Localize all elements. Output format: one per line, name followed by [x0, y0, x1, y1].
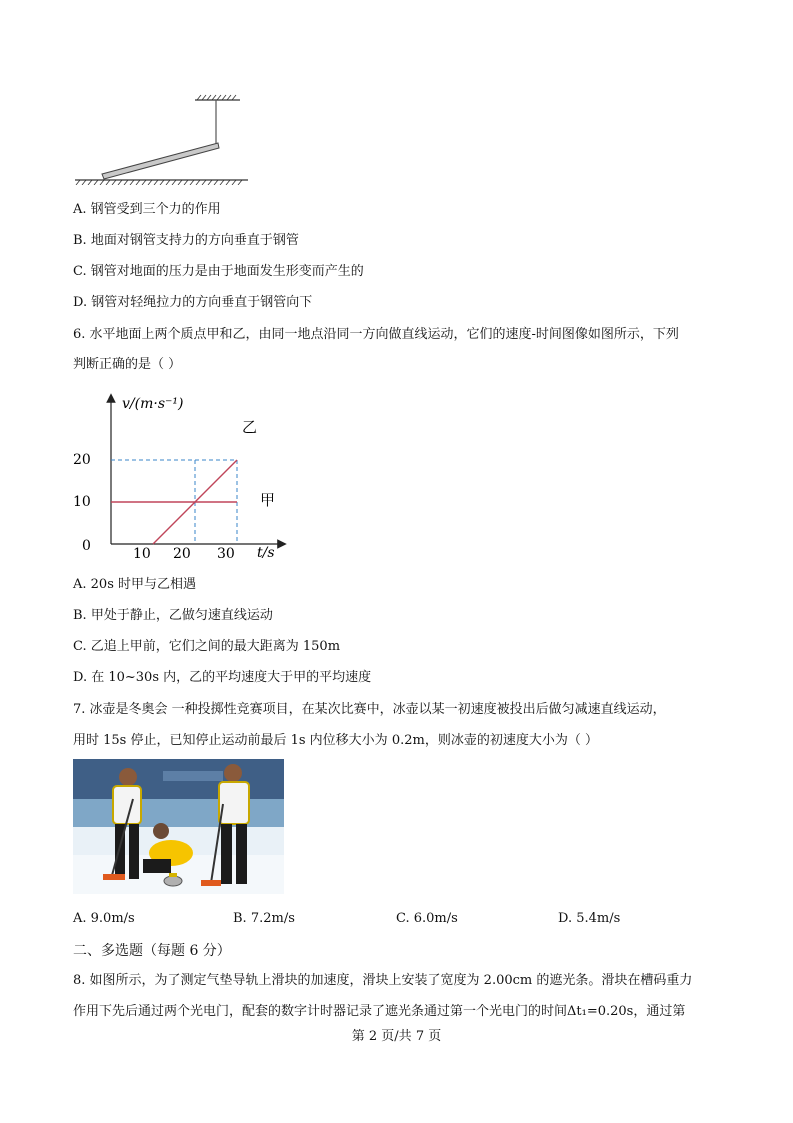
q7-stem-line2: 用时 15s 停止，已知停止运动前最后 1s 内位移大小为 0.2m，则冰壶的初速度大小为（ ）: [73, 733, 598, 748]
y-tick-10: 10: [73, 494, 91, 510]
q5-option-a: A. 钢管受到三个力的作用: [73, 202, 221, 217]
q7-stem-line1: 7. 冰壶是冬奥会 一种投掷性竞赛项目，在某次比赛中，冰壶以某一初速度被投出后做匀减速直线运动，: [73, 702, 666, 717]
y-axis-label: v/(m·s⁻¹): [122, 396, 184, 412]
steel-pipe-figure: [70, 90, 260, 185]
q6-option-c: C. 乙追上甲前，它们之间的最大距离为 150m: [73, 639, 341, 654]
q7-option-d: D. 5.4m/s: [558, 911, 621, 926]
q6-option-d: D. 在 10~30s 内，乙的平均速度大于甲的平均速度: [73, 670, 372, 685]
origin-label: 0: [82, 538, 91, 554]
q6-stem-line2: 判断正确的是（ ）: [73, 357, 182, 372]
x-tick-10: 10: [133, 546, 151, 562]
series-jia-label: 甲: [260, 491, 276, 509]
q5-option-c: C. 钢管对地面的压力是由于地面发生形变而产生的: [73, 264, 364, 279]
q7-option-c: C. 6.0m/s: [396, 911, 458, 926]
velocity-time-chart: [70, 390, 290, 565]
q5-option-b: B. 地面对钢管支持力的方向垂直于钢管: [73, 233, 299, 248]
page-footer: 第 2 页/共 7 页: [351, 1029, 442, 1044]
y-tick-20: 20: [73, 452, 91, 468]
q8-stem-line2: 作用下先后通过两个光电门，配套的数字计时器记录了遮光条通过第一个光电门的时间Δt₁=0.20s，通过第: [73, 1004, 686, 1019]
q7-option-b: B. 7.2m/s: [233, 911, 295, 926]
q8-stem-line1: 8. 如图所示，为了测定气垫导轨上滑块的加速度，滑块上安装了宽度为 2.00cm 的遮光条。滑块在槽码重力: [73, 973, 693, 988]
series-yi-label: 乙: [242, 418, 258, 436]
q6-option-b: B. 甲处于静止，乙做匀速直线运动: [73, 608, 273, 623]
x-tick-30: 30: [217, 546, 235, 562]
q7-option-a: A. 9.0m/s: [73, 911, 135, 926]
x-tick-20: 20: [173, 546, 191, 562]
q6-stem-line1: 6. 水平地面上两个质点甲和乙，由同一地点沿同一方向做直线运动，它们的速度-时间图像如图所示，下列: [73, 327, 679, 342]
q5-option-d: D. 钢管对轻绳拉力的方向垂直于钢管向下: [73, 295, 313, 310]
q6-option-a: A. 20s 时甲与乙相遇: [73, 577, 196, 592]
section-title-multiple-choice: 二、多选题（每题 6 分）: [73, 943, 231, 959]
x-axis-label: t/s: [257, 545, 275, 561]
curling-photo: [73, 759, 284, 894]
